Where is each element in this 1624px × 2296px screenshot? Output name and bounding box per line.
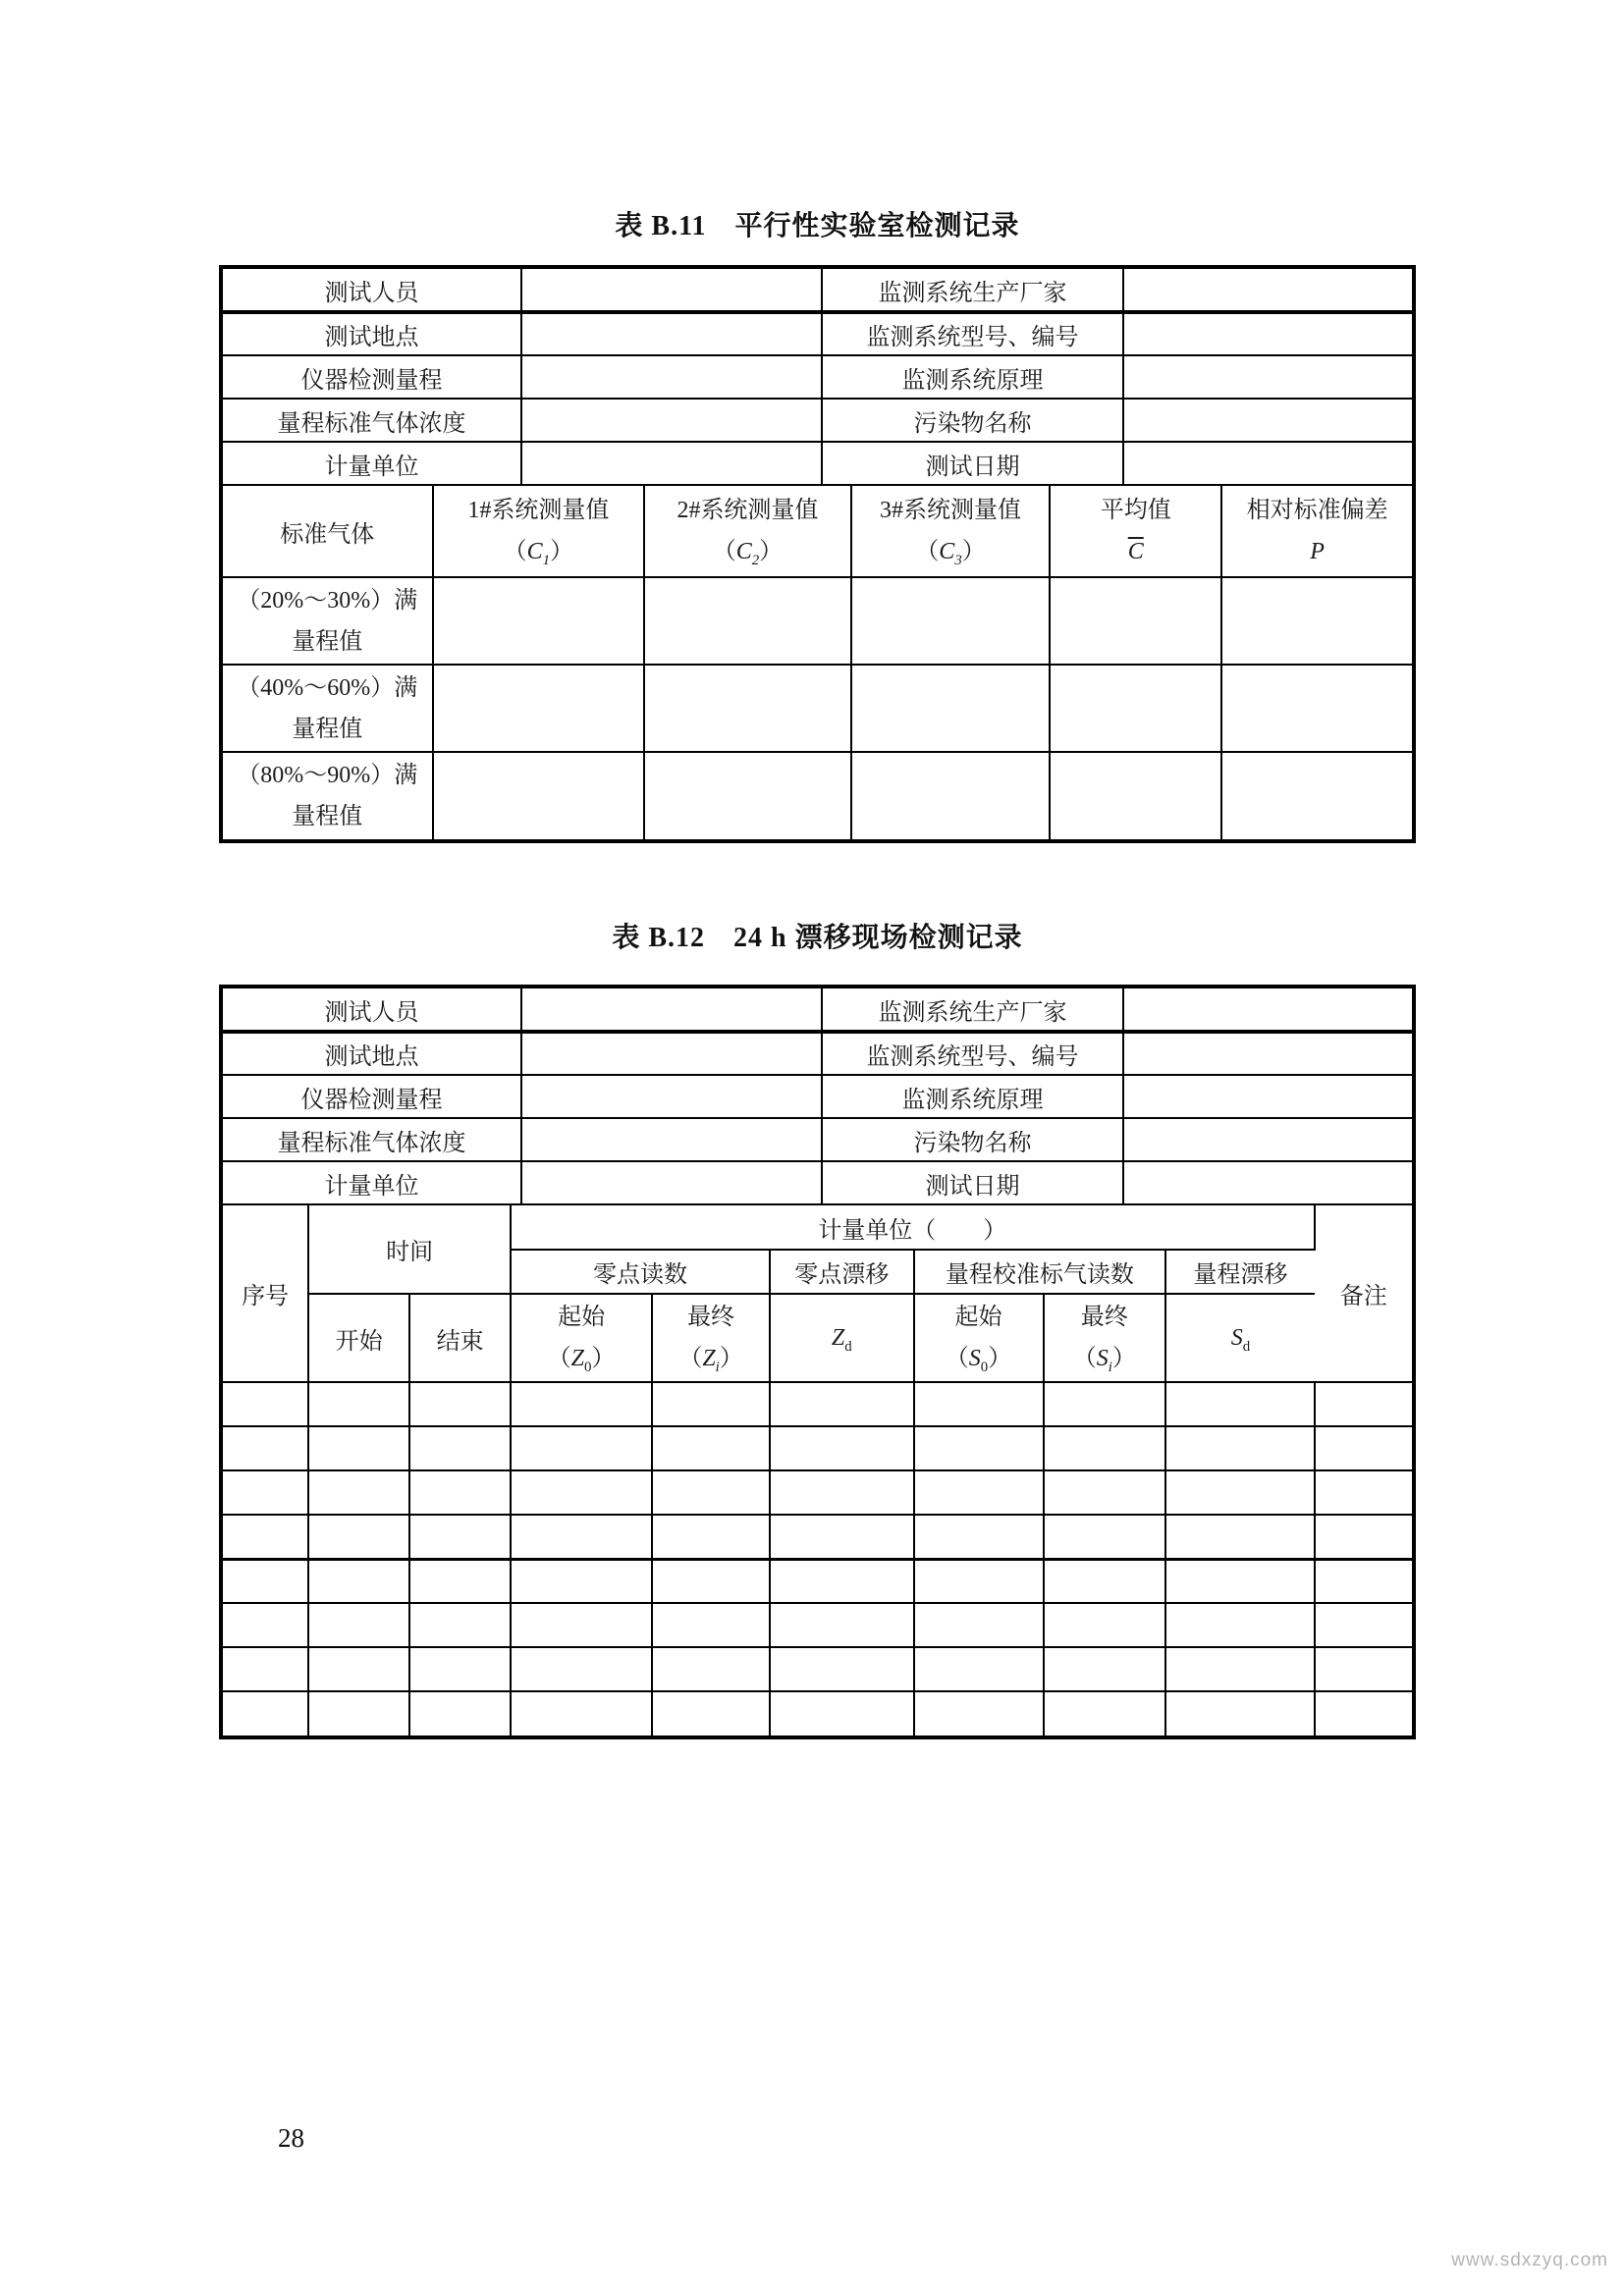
header-cell-rsd	[1221, 486, 1412, 577]
empty-cell	[770, 1382, 914, 1426]
empty-cell	[652, 1382, 770, 1426]
empty-cell	[409, 1470, 511, 1515]
empty-cell	[1044, 1691, 1166, 1735]
info-label-cell: 测试日期	[822, 442, 1122, 485]
info-value-cell	[1123, 1075, 1412, 1118]
empty-cell	[770, 1603, 914, 1647]
info-label-cell: 测试地点	[223, 1032, 521, 1075]
info-row	[223, 988, 1412, 1032]
empty-cell	[308, 1382, 409, 1426]
symbol-zd: $Z_d$	[831, 1324, 852, 1355]
header-cell-start: 开始	[308, 1294, 409, 1382]
info-label-cell: 测试日期	[822, 1161, 1122, 1204]
header-cell-sd	[1165, 1294, 1314, 1382]
info-value-cell	[521, 269, 822, 312]
empty-cell	[308, 1603, 409, 1647]
info-value-cell	[1123, 442, 1412, 485]
empty-cell	[433, 665, 645, 752]
info-value-cell	[1123, 988, 1412, 1032]
empty-cell	[914, 1691, 1044, 1735]
info-value-cell	[521, 312, 822, 355]
empty-cell	[914, 1382, 1044, 1426]
info-value-cell	[1123, 1032, 1412, 1075]
header-cell-average	[1050, 486, 1221, 577]
empty-cell	[511, 1559, 652, 1603]
info-label-cell: 污染物名称	[822, 399, 1122, 442]
empty-cell	[223, 1426, 308, 1470]
header-cell-zd	[770, 1294, 914, 1382]
empty-row	[223, 1559, 1412, 1603]
empty-cell	[770, 1691, 914, 1735]
empty-cell	[308, 1647, 409, 1691]
info-row	[223, 442, 1412, 485]
symbol-sd: $S_d$	[1230, 1324, 1251, 1355]
info-value-cell	[1123, 1161, 1412, 1204]
empty-cell	[1165, 1603, 1314, 1647]
row-label-cell: （20%～30%）满 量程值	[223, 577, 433, 665]
empty-cell	[223, 1691, 308, 1735]
info-row	[223, 1075, 1412, 1118]
info-label-cell: 量程标准气体浓度	[223, 1118, 521, 1161]
header-cell-seq: 序号	[223, 1205, 308, 1382]
header-line: 3#系统测量值	[880, 498, 1022, 523]
empty-cell	[1044, 1515, 1166, 1559]
page-number: 28	[278, 2123, 304, 2153]
header-cell-zero-drift: 零点漂移	[770, 1250, 914, 1294]
empty-cell	[223, 1559, 308, 1603]
empty-cell	[223, 1603, 308, 1647]
empty-row	[223, 1603, 1412, 1647]
empty-cell	[770, 1515, 914, 1559]
symbol-si: $(S_i)$	[1072, 1346, 1136, 1375]
symbol-c-bar: $\overline{C}$	[1127, 539, 1144, 564]
empty-cell	[223, 1515, 308, 1559]
empty-cell	[914, 1559, 1044, 1603]
info-row	[223, 1118, 1412, 1161]
header-cell-standard-gas: 标准气体	[223, 486, 433, 577]
row-label-cell: （40%～60%）满 量程值	[223, 665, 433, 752]
empty-cell	[644, 665, 851, 752]
empty-cell	[223, 1470, 308, 1515]
empty-cell	[308, 1515, 409, 1559]
empty-cell	[511, 1470, 652, 1515]
empty-cell	[1315, 1647, 1412, 1691]
header-cell-si: 最终 $(S_i)$	[1044, 1294, 1166, 1382]
header-line: 1#系统测量值	[467, 498, 610, 523]
info-row	[223, 1032, 1412, 1075]
empty-cell	[1221, 752, 1412, 839]
info-value-cell	[521, 442, 822, 485]
empty-cell	[652, 1559, 770, 1603]
header-row-3	[223, 1294, 1412, 1382]
table-b12-title: 表 B.12 24 h 漂移现场检测记录	[612, 923, 1023, 953]
empty-cell	[652, 1426, 770, 1470]
header-row-1	[223, 1205, 1412, 1250]
empty-cell	[433, 577, 645, 665]
symbol-s0: $(S_0)$	[945, 1346, 1012, 1375]
info-value-cell	[521, 399, 822, 442]
empty-cell	[1165, 1559, 1314, 1603]
empty-cell	[511, 1426, 652, 1470]
header-cell-end: 结束	[409, 1294, 511, 1382]
empty-cell	[1044, 1470, 1166, 1515]
header-cell-span-drift: 量程漂移	[1165, 1250, 1314, 1294]
info-row	[223, 399, 1412, 442]
empty-cell	[644, 752, 851, 839]
empty-cell	[1165, 1515, 1314, 1559]
empty-row	[223, 1382, 1412, 1426]
empty-cell	[308, 1559, 409, 1603]
empty-cell	[223, 1382, 308, 1426]
empty-cell	[511, 1382, 652, 1426]
info-value-cell	[521, 1118, 822, 1161]
empty-cell	[1315, 1603, 1412, 1647]
empty-cell	[1315, 1382, 1412, 1426]
empty-cell	[409, 1691, 511, 1735]
header-cell-sys2	[644, 486, 851, 577]
header-cell-time: 时间	[308, 1205, 511, 1294]
empty-cell	[1044, 1382, 1166, 1426]
header-row	[223, 486, 1412, 577]
info-value-cell	[1123, 312, 1412, 355]
info-label-cell: 监测系统原理	[822, 1075, 1122, 1118]
info-value-cell	[521, 988, 822, 1032]
empty-cell	[1050, 665, 1221, 752]
info-label-cell: 量程标准气体浓度	[223, 399, 521, 442]
empty-cell	[308, 1426, 409, 1470]
header-cell-z0: 起始 $(Z_0)$	[511, 1294, 652, 1382]
empty-cell	[770, 1559, 914, 1603]
empty-cell	[1044, 1647, 1166, 1691]
empty-cell	[1165, 1470, 1314, 1515]
info-label-cell: 测试人员	[223, 988, 521, 1032]
empty-cell	[1221, 577, 1412, 665]
empty-cell	[770, 1426, 914, 1470]
info-row	[223, 269, 1412, 312]
header-line: 2#系统测量值	[677, 498, 819, 523]
empty-cell	[1165, 1691, 1314, 1735]
info-label-cell: 监测系统原理	[822, 355, 1122, 399]
header-cell-sys1	[433, 486, 645, 577]
empty-cell	[308, 1470, 409, 1515]
empty-cell	[851, 577, 1051, 665]
empty-cell	[1044, 1426, 1166, 1470]
symbol-c3: $(C_3)$	[915, 539, 986, 568]
header-line: 平均值	[1100, 498, 1171, 523]
empty-cell	[1315, 1691, 1412, 1735]
empty-cell	[223, 1647, 308, 1691]
header-cell-zero-reading: 零点读数	[511, 1250, 770, 1294]
empty-row	[223, 1515, 1412, 1559]
empty-cell	[511, 1515, 652, 1559]
empty-row	[223, 1470, 1412, 1515]
empty-cell	[409, 1559, 511, 1603]
info-label-cell: 监测系统型号、编号	[822, 312, 1122, 355]
header-cell-remark: 备注	[1315, 1205, 1412, 1382]
empty-cell	[1044, 1603, 1166, 1647]
empty-cell	[652, 1691, 770, 1735]
empty-cell	[308, 1691, 409, 1735]
empty-cell	[511, 1647, 652, 1691]
info-label-cell: 测试地点	[223, 312, 521, 355]
empty-cell	[433, 752, 645, 839]
empty-cell	[652, 1647, 770, 1691]
empty-row	[223, 1691, 1412, 1735]
table-b11-title: 表 B.11 平行性实验室检测记录	[615, 211, 1020, 241]
empty-cell	[914, 1647, 1044, 1691]
symbol-zi: $(Z_i)$	[678, 1346, 743, 1375]
data-row-80-90	[223, 752, 1412, 839]
empty-cell	[644, 577, 851, 665]
symbol-c2: $(C_2)$	[712, 539, 784, 568]
empty-cell	[914, 1515, 1044, 1559]
info-value-cell	[1123, 269, 1412, 312]
header-cell-s0: 起始 $(S_0)$	[914, 1294, 1044, 1382]
info-label-cell: 测试人员	[223, 269, 521, 312]
empty-cell	[511, 1691, 652, 1735]
table-b11-info-section	[223, 269, 1412, 486]
table-b11-measure-section	[223, 486, 1412, 839]
header-cell-sys3	[851, 486, 1051, 577]
info-label-cell: 监测系统生产厂家	[822, 988, 1122, 1032]
empty-cell	[914, 1603, 1044, 1647]
data-row-20-30	[223, 577, 1412, 665]
empty-row	[223, 1426, 1412, 1470]
empty-cell	[851, 752, 1051, 839]
empty-cell	[770, 1647, 914, 1691]
info-value-cell	[521, 1032, 822, 1075]
info-row	[223, 312, 1412, 355]
empty-cell	[652, 1470, 770, 1515]
empty-cell	[409, 1382, 511, 1426]
info-label-cell: 仪器检测量程	[223, 355, 521, 399]
empty-cell	[652, 1515, 770, 1559]
empty-cell	[1315, 1470, 1412, 1515]
info-label-cell: 污染物名称	[822, 1118, 1122, 1161]
info-value-cell	[521, 1075, 822, 1118]
info-label-cell: 计量单位	[223, 1161, 521, 1204]
data-row-40-60	[223, 665, 1412, 752]
watermark: www.sdxzyq.com	[1451, 2250, 1608, 2270]
empty-cell	[409, 1515, 511, 1559]
info-value-cell	[521, 355, 822, 399]
empty-cell	[770, 1470, 914, 1515]
info-label-cell: 仪器检测量程	[223, 1075, 521, 1118]
empty-cell	[1165, 1647, 1314, 1691]
info-label-cell: 监测系统生产厂家	[822, 269, 1122, 312]
table-b12-drift-section	[223, 1205, 1412, 1735]
header-line: 相对标准偏差	[1246, 498, 1388, 523]
empty-cell	[409, 1426, 511, 1470]
empty-cell	[511, 1603, 652, 1647]
empty-cell	[409, 1647, 511, 1691]
empty-cell	[652, 1603, 770, 1647]
info-row	[223, 1161, 1412, 1204]
empty-cell	[914, 1470, 1044, 1515]
empty-cell	[1165, 1426, 1314, 1470]
empty-row	[223, 1647, 1412, 1691]
table-b11	[219, 265, 1416, 843]
row-label-cell: （80%～90%）满 量程值	[223, 752, 433, 839]
info-value-cell	[1123, 355, 1412, 399]
info-label-cell: 计量单位	[223, 442, 521, 485]
info-value-cell	[1123, 1118, 1412, 1161]
empty-cell	[1315, 1559, 1412, 1603]
table-b12	[219, 985, 1416, 1739]
symbol-c1: $(C_1)$	[503, 539, 574, 568]
info-value-cell	[521, 1161, 822, 1204]
empty-cell	[1315, 1515, 1412, 1559]
header-cell-span-reading: 量程校准标气读数	[914, 1250, 1166, 1294]
empty-cell	[1221, 665, 1412, 752]
empty-cell	[914, 1426, 1044, 1470]
empty-cell	[1165, 1382, 1314, 1426]
header-cell-zi: 最终 $(Z_i)$	[652, 1294, 770, 1382]
header-cell-unit: 计量单位（ ）	[511, 1205, 1315, 1250]
symbol-z0: $(Z_0)$	[547, 1346, 616, 1375]
symbol-p: P	[1310, 539, 1325, 564]
empty-cell	[851, 665, 1051, 752]
table-b12-info-section	[223, 988, 1412, 1205]
info-label-cell: 监测系统型号、编号	[822, 1032, 1122, 1075]
empty-cell	[409, 1603, 511, 1647]
empty-cell	[1044, 1559, 1166, 1603]
info-value-cell	[1123, 399, 1412, 442]
empty-cell	[1050, 577, 1221, 665]
info-row	[223, 355, 1412, 399]
empty-cell	[1050, 752, 1221, 839]
empty-cell	[1315, 1426, 1412, 1470]
